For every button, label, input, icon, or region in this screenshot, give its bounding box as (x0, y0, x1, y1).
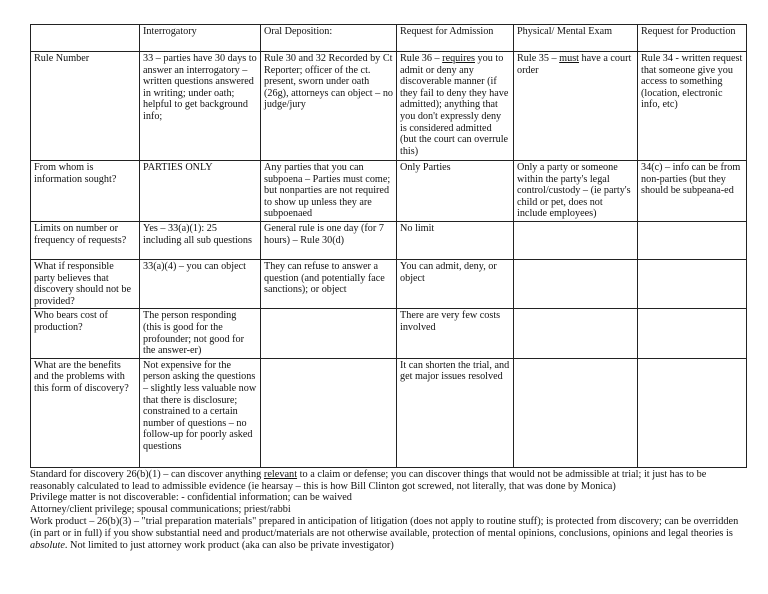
header-physical-exam: Physical/ Mental Exam (514, 25, 638, 52)
row-label: Limits on number or frequency of requests? (31, 222, 140, 260)
row-label: Who bears cost of production? (31, 309, 140, 358)
notes-section (30, 469, 746, 552)
header-oral-deposition: Oral Deposition: (261, 25, 397, 52)
discovery-comparison-table (30, 24, 747, 468)
table-cell (638, 358, 747, 467)
privilege-note: Privilege matter is not discoverable: - confidential information; can be waived (30, 492, 352, 504)
table-cell (514, 52, 638, 161)
document-page (30, 24, 746, 551)
table-cell: Yes – 33(a)(1): 25 including all sub questions (140, 222, 261, 260)
table-cell: 33 – parties have 30 days to answer an interrogatory – written questions answered in writing; under oath; helpful to get background info; (140, 52, 261, 161)
table-cell: Only Parties (397, 161, 514, 222)
underlined-text: relevant (263, 468, 298, 480)
header-interrogatory: Interrogatory (140, 25, 261, 52)
header-request-production: Request for Production (638, 25, 747, 52)
cell-text: you to admit or deny any discoverable manner (if they fail to deny they have admitted); anything that you don't expressly deny is considered admitted (but the court can overrule this) (400, 53, 509, 157)
header-request-admission: Request for Admission (397, 25, 514, 52)
table-cell: PARTIES ONLY (140, 161, 261, 222)
table-cell: They can refuse to answer a question (and potentially face sanctions); or object (261, 260, 397, 309)
table-row (31, 309, 747, 358)
table-cell (397, 52, 514, 161)
table-cell: Any parties that you can subpoena – Parties must come; but nonparties are not required to show up unless they are subpoenaed (261, 161, 397, 222)
table-row (31, 222, 747, 260)
table-cell (638, 309, 747, 358)
attorney-privilege-note: Attorney/client privilege; spousal communications; priest/rabbi (30, 504, 291, 516)
table-row (31, 358, 747, 467)
underlined-text: requires (442, 53, 475, 64)
table-cell: You can admit, deny, or object (397, 260, 514, 309)
header-blank (31, 25, 140, 52)
table-cell (638, 222, 747, 260)
italic-text: absolute (30, 539, 65, 551)
table-cell (261, 309, 397, 358)
table-cell (514, 358, 638, 467)
row-label: What if responsible party believes that discovery should not be provided? (31, 260, 140, 309)
table-cell: Rule 34 - written request that someone give you access to something (location, electronic info, etc) (638, 52, 747, 161)
table-cell (261, 358, 397, 467)
table-row (31, 52, 747, 161)
discovery-standard-note (30, 469, 746, 493)
cell-text: have a court order (517, 53, 632, 76)
row-label: What are the benefits and the problems with this form of discovery? (31, 358, 140, 467)
note-text: . Not limited to just attorney work product (aka can also be private investigator) (64, 539, 394, 551)
note-text: Standard for discovery 26(b)(1) – can discover anything (30, 468, 264, 480)
table-row (31, 260, 747, 309)
row-label: Rule Number (31, 52, 140, 161)
table-cell: It can shorten the trial, and get major issues resolved (397, 358, 514, 467)
work-product-note (30, 516, 746, 551)
table-cell: General rule is one day (for 7 hours) – Rule 30(d) (261, 222, 397, 260)
underlined-text: must (559, 53, 579, 64)
table-cell (514, 260, 638, 309)
cell-text: Rule 36 – (400, 53, 443, 64)
row-label: From whom is information sought? (31, 161, 140, 222)
table-cell (638, 260, 747, 309)
cell-text: Rule 35 – (517, 53, 560, 64)
table-cell: The person responding (this is good for the profounder; not good for the answer-er) (140, 309, 261, 358)
table-header-row (31, 25, 747, 52)
table-cell: 33(a)(4) – you can object (140, 260, 261, 309)
note-text: Work product – 26(b)(3) – "trial preparation materials" prepared in anticipation of litigation (does not apply to routine stuff); is protected from discovery; can be overridden (in part or in full) if you show substantial need and product/materials are not otherwise available, protection of mental opinions, conclusions, opinions and legal theories is (30, 515, 739, 539)
table-row (31, 161, 747, 222)
table-cell: 34(c) – info can be from non-parties (but they should be subpeana-ed (638, 161, 747, 222)
table-cell (514, 309, 638, 358)
table-cell (514, 222, 638, 260)
table-cell: Not expensive for the person asking the questions – slightly less valuable now that there is disclosure; constrained to a certain number of questions – no follow-up for poorly asked questions (140, 358, 261, 467)
table-cell: Rule 30 and 32 Recorded by Ct Reporter; officer of the ct. present, sworn under oath (26g), attorneys can object – no judge/jury (261, 52, 397, 161)
table-cell: There are very few costs involved (397, 309, 514, 358)
table-cell: No limit (397, 222, 514, 260)
note-text: to a claim or defense; you can discover things that would not be admissible at trial; it just has to be reasonably calculated to lead to admissible evidence (ie hearsay – this is how Bill Clinton got screwed, not literally, that was done by Monica) (30, 468, 707, 492)
table-cell: Only a party or someone within the party's legal control/custody – (ie party's child or pet, does not include employees) (514, 161, 638, 222)
